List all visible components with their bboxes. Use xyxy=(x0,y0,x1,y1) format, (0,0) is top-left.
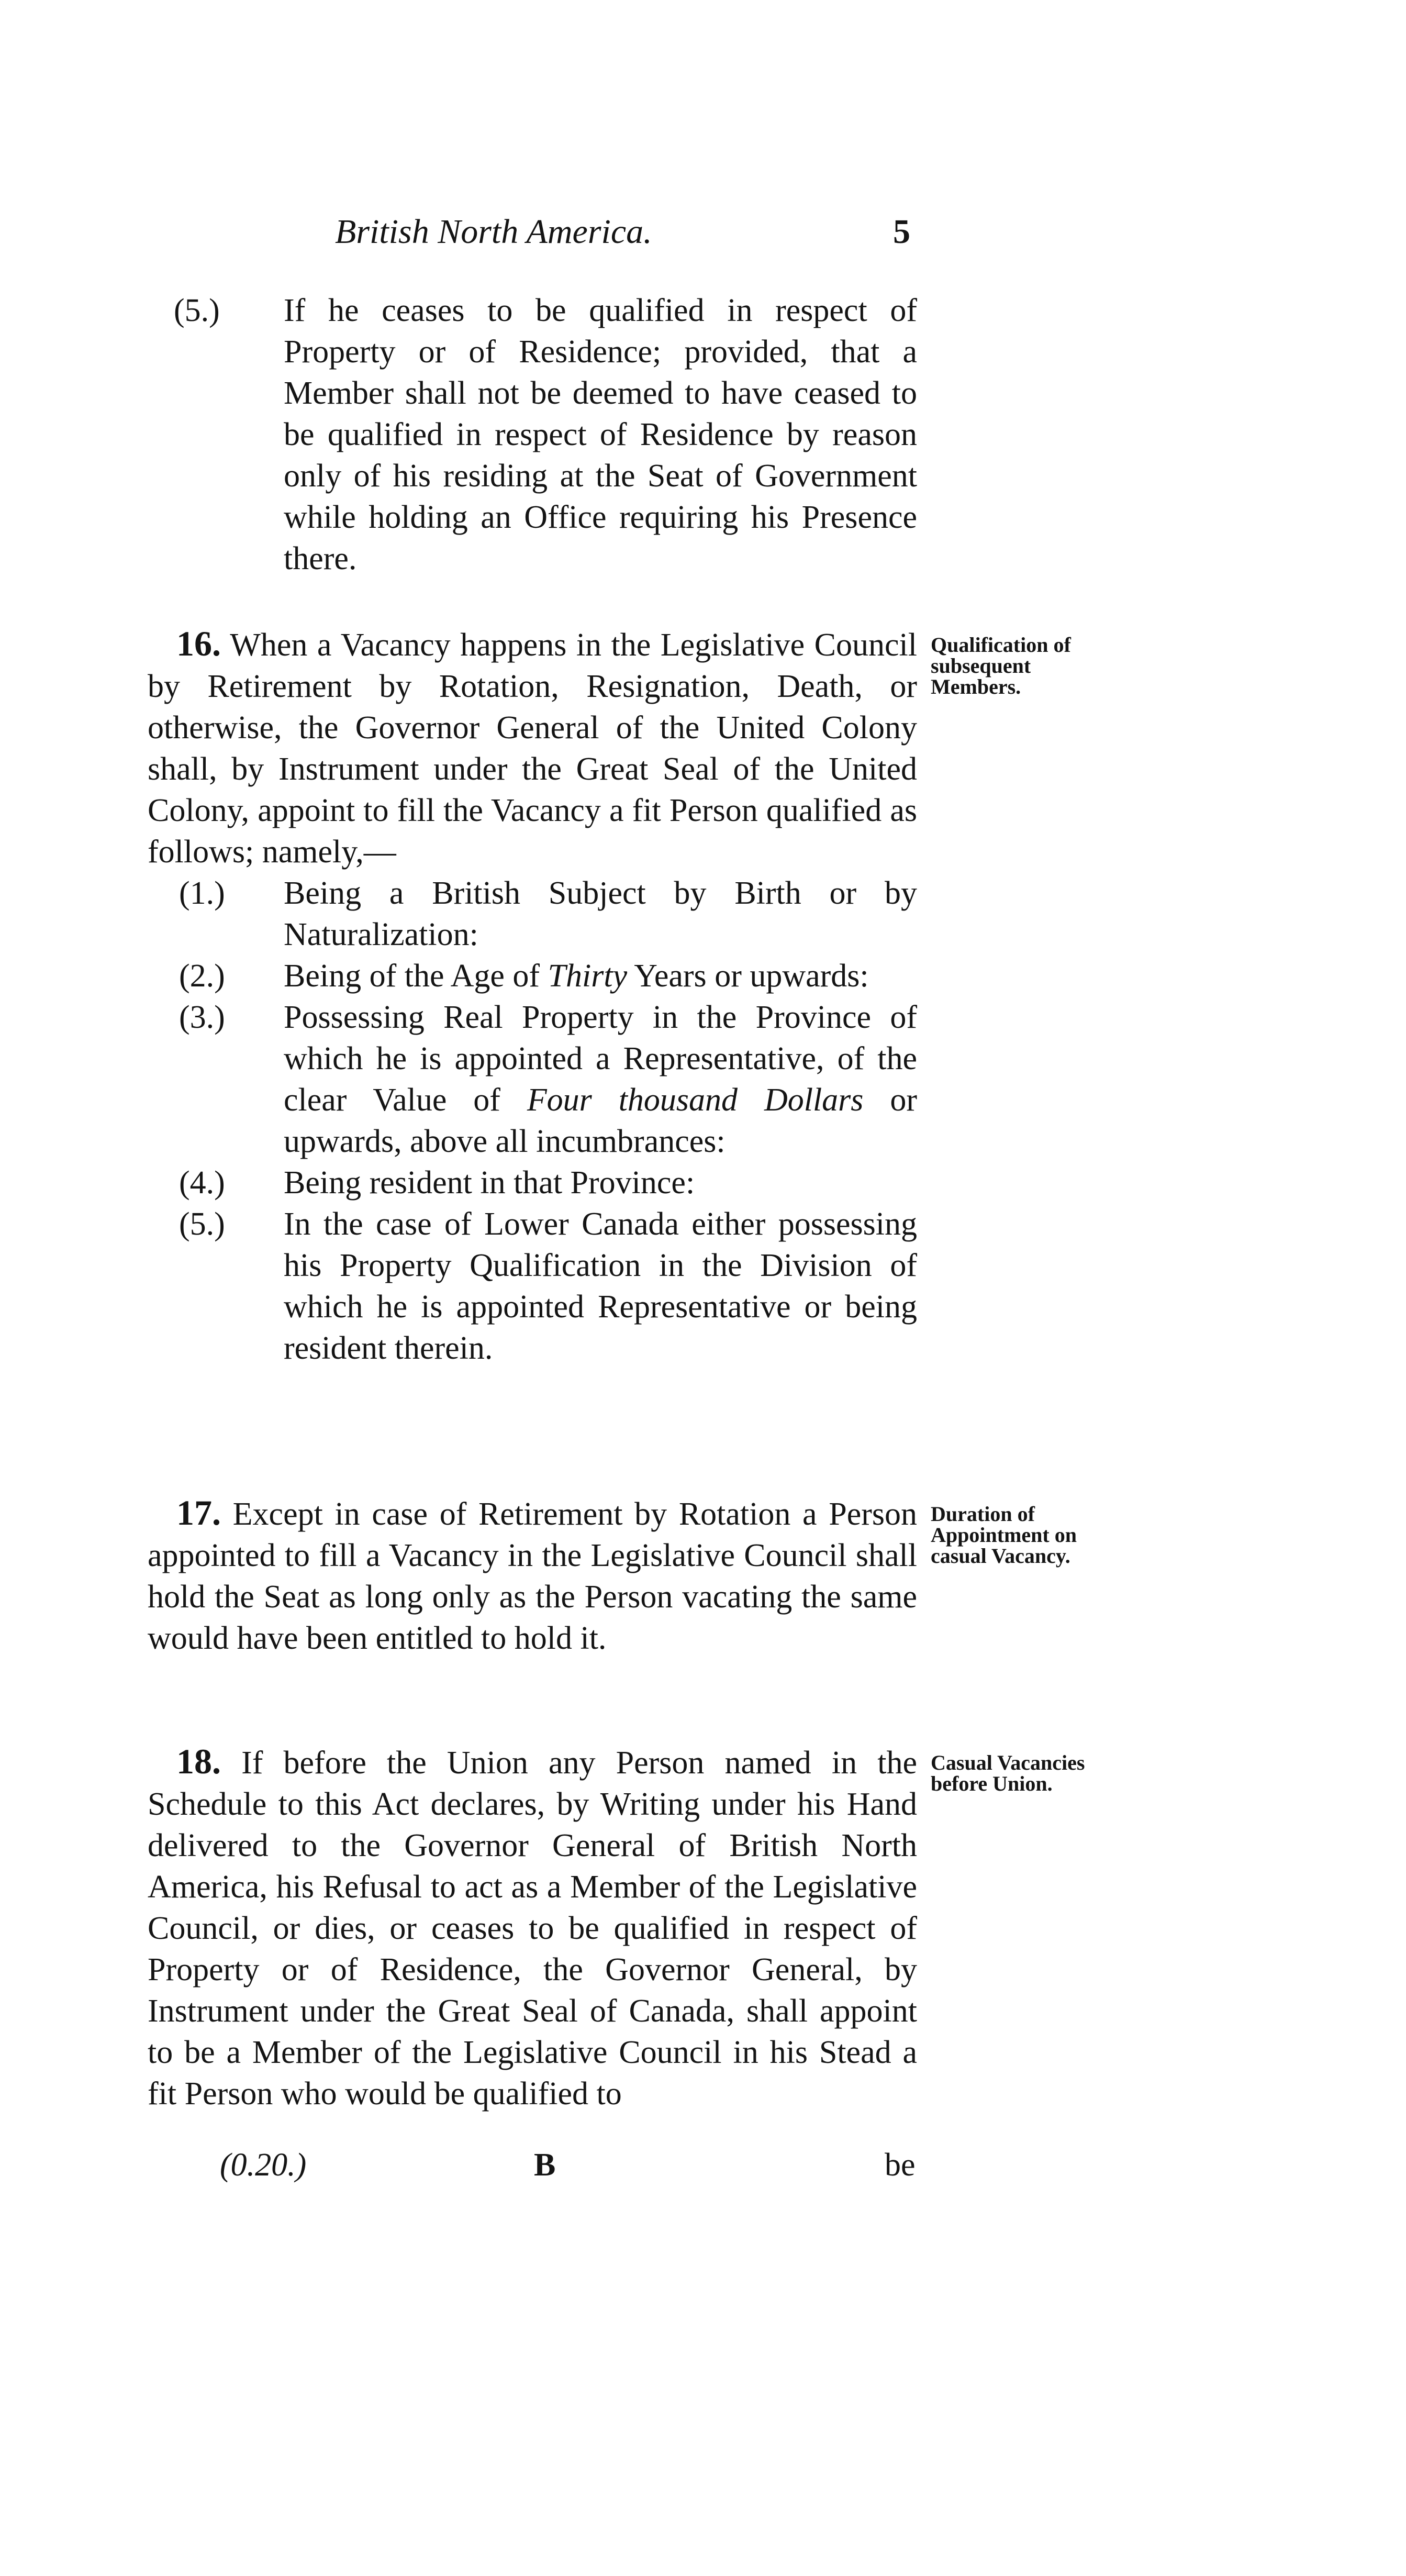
item-text-pre: Possessing Real Property in the Province of which he is appointed a Representative, of the clear Value of xyxy=(284,1000,917,1118)
section-18 xyxy=(148,1741,917,2115)
marginal-note: Casual Vacancies before Union. xyxy=(931,1751,1085,1795)
marginal-note: Qualification of subsequent Members. xyxy=(931,633,1071,698)
page-footer xyxy=(0,2147,1406,2189)
item-number: (2.) xyxy=(179,958,225,994)
item-text-post: Years or upwards: xyxy=(627,958,869,994)
item-text-emphasis: Four thousand Dollars xyxy=(527,1082,864,1118)
section-17 xyxy=(148,1492,917,1659)
marginal-note: Duration of Appointment on casual Vacancy. xyxy=(931,1502,1077,1568)
catchword: be xyxy=(885,2147,916,2183)
section-16 xyxy=(148,623,917,1369)
page-header xyxy=(0,207,1406,254)
item-text-post: or upwards, above all incumbrances: xyxy=(284,1082,917,1159)
item-number: (4.) xyxy=(179,1165,225,1201)
section-number: 16. xyxy=(176,624,221,663)
list-item xyxy=(148,290,917,580)
item-text-pre: Being of the Age of xyxy=(284,958,548,994)
item-text: Being a British Subject by Birth or by Naturalization: xyxy=(284,875,917,952)
list-item xyxy=(148,956,917,997)
section-number: 17. xyxy=(176,1493,221,1533)
list-item xyxy=(148,1204,917,1369)
item-text: If he ceases to be qualified in respect of Property or of Residence; provided, that a Member shall not be deemed to have ceased to be qualified in respect of Residence by reason only of his residing at the Seat of Government while holding an Office requiring his Presence there. xyxy=(284,293,917,576)
list-item xyxy=(148,997,917,1162)
item-number: (5.) xyxy=(179,1206,225,1242)
section-text: Except in case of Retirement by Rotation a Person appointed to fill a Vacancy in the Legislative Council shall hold the Seat as long only as the Person vacating the same would have been entitled to hold it. xyxy=(148,1496,917,1656)
sheet-signature: B xyxy=(534,2147,556,2183)
continued-clause xyxy=(148,290,917,580)
list-item xyxy=(148,873,917,956)
item-text-emphasis: Thirty xyxy=(548,958,628,994)
section-paragraph xyxy=(148,1492,917,1659)
section-text: If before the Union any Person named in the Schedule to this Act declares, by Writing under his Hand delivered to the Governor General of British North America, his Refusal to act as a Member of the Legislative Council, or dies, or ceases to be qualified in respect of Property or of Residence, the Governor General, by Instrument under the Great Seal of Canada, shall appoint to be a Member of the Legislative Council in his Stead a fit Person who would be qualified to xyxy=(148,1745,917,2112)
item-number: (1.) xyxy=(179,875,225,911)
section-text: When a Vacancy happens in the Legislative Council by Retirement by Rotation, Resignation, Death, or otherwise, the Governor General of the United Colony shall, by Instrument under the Great Seal of the United Colony, appoint to fill the Vacancy a fit Person qualified as follows; namely,— xyxy=(148,627,917,870)
item-number: (5.) xyxy=(174,293,220,328)
qualification-list xyxy=(148,873,917,1369)
section-paragraph xyxy=(148,1741,917,2115)
section-paragraph xyxy=(148,623,917,873)
printer-signature: (0.20.) xyxy=(220,2147,307,2183)
running-title: British North America. xyxy=(335,213,652,251)
list-item xyxy=(148,1162,917,1204)
section-number: 18. xyxy=(176,1741,221,1781)
page-number: 5 xyxy=(893,213,910,251)
item-text: Being resident in that Province: xyxy=(284,1165,695,1201)
item-number: (3.) xyxy=(179,1000,225,1035)
item-text: In the case of Lower Canada either possessing his Property Qualification in the Division of which he is appointed Representative or being resident therein. xyxy=(284,1206,917,1366)
